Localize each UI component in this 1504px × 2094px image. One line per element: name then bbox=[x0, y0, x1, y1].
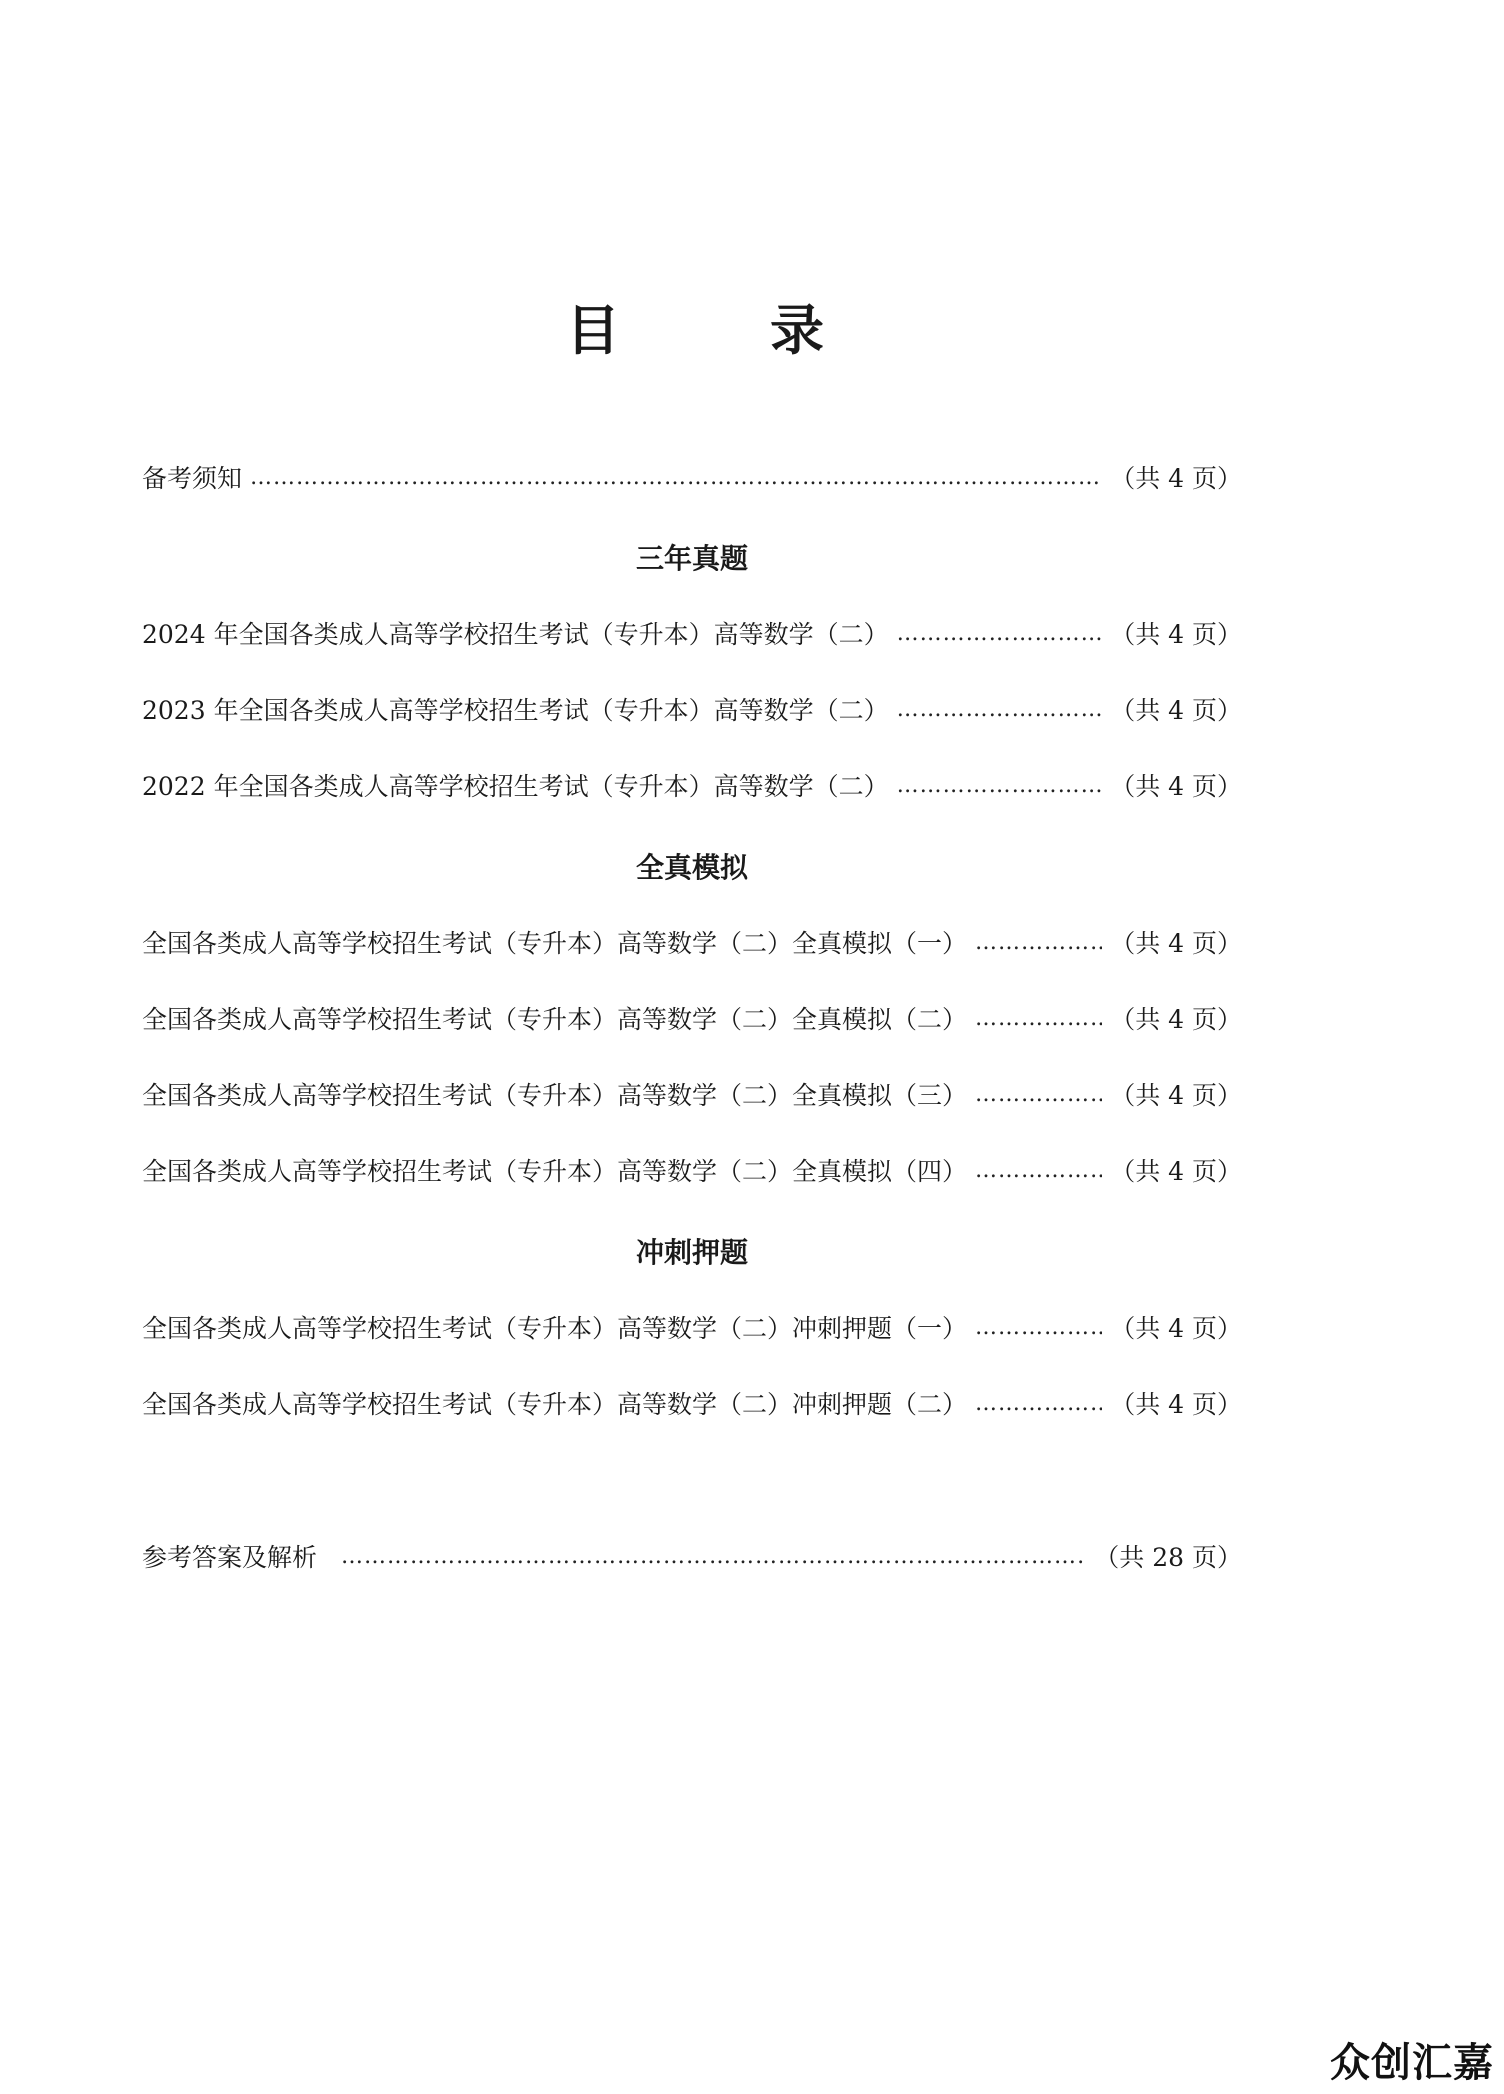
dot-leader bbox=[897, 621, 1103, 646]
toc-entry-title: 全国各类成人高等学校招生考试（专升本）高等数学（二）全真模拟（四） bbox=[142, 1157, 968, 1186]
dot-leader bbox=[341, 1544, 1086, 1569]
toc-row[interactable] bbox=[142, 1074, 1242, 1114]
toc-entry-pages: （共 4 页） bbox=[1110, 1081, 1242, 1110]
toc-entry-pages: （共 4 页） bbox=[1110, 620, 1242, 649]
toc-row-prelude[interactable] bbox=[142, 457, 1242, 497]
toc-entry-title: 全国各类成人高等学校招生考试（专升本）高等数学（二）全真模拟（二） bbox=[142, 1005, 968, 1034]
toc-row[interactable] bbox=[142, 1383, 1242, 1423]
toc-entry-pages: （共 28 页） bbox=[1094, 1543, 1242, 1572]
toc-entry-title: 备考须知 bbox=[142, 464, 243, 493]
toc-entry-pages: （共 4 页） bbox=[1110, 1390, 1242, 1419]
toc-entry-title: 2022 年全国各类成人高等学校招生考试（专升本）高等数学（二） bbox=[142, 772, 889, 801]
dot-leader bbox=[975, 1006, 1102, 1031]
page-title bbox=[0, 288, 1390, 365]
toc-row[interactable] bbox=[142, 1307, 1242, 1347]
toc-entry-pages: （共 4 页） bbox=[1110, 1157, 1242, 1186]
section-heading-sprint-exams: 冲刺押题 bbox=[635, 1236, 748, 1269]
section-heading-mock-exams: 全真模拟 bbox=[635, 851, 748, 884]
dot-leader bbox=[250, 465, 1102, 490]
toc-row[interactable] bbox=[142, 998, 1242, 1038]
dot-leader bbox=[975, 1082, 1102, 1107]
toc-entry-pages: （共 4 页） bbox=[1110, 772, 1242, 801]
page-title-char-1: 目 bbox=[566, 298, 620, 362]
section-heading-real-exams: 三年真题 bbox=[635, 542, 748, 575]
toc-entry-pages: （共 4 页） bbox=[1110, 1005, 1242, 1034]
toc-row[interactable] bbox=[142, 922, 1242, 962]
dot-leader bbox=[975, 1315, 1102, 1340]
toc-entry-title: 全国各类成人高等学校招生考试（专升本）高等数学（二）全真模拟（一） bbox=[142, 929, 968, 958]
dot-leader bbox=[975, 1158, 1102, 1183]
toc-entry-title: 全国各类成人高等学校招生考试（专升本）高等数学（二）冲刺押题（二） bbox=[142, 1390, 968, 1419]
toc-entry-title: 全国各类成人高等学校招生考试（专升本）高等数学（二）冲刺押题（一） bbox=[142, 1314, 968, 1343]
toc-entry-title: 全国各类成人高等学校招生考试（专升本）高等数学（二）全真模拟（三） bbox=[142, 1081, 968, 1110]
toc-entry-title: 2024 年全国各类成人高等学校招生考试（专升本）高等数学（二） bbox=[142, 620, 889, 649]
dot-leader bbox=[975, 930, 1102, 955]
dot-leader bbox=[897, 697, 1103, 722]
toc-row[interactable] bbox=[142, 765, 1242, 805]
toc-entry-pages: （共 4 页） bbox=[1110, 1314, 1242, 1343]
toc-entry-pages: （共 4 页） bbox=[1110, 929, 1242, 958]
dot-leader bbox=[975, 1391, 1102, 1416]
page-title-char-2: 录 bbox=[770, 298, 824, 362]
toc-row[interactable] bbox=[142, 1150, 1242, 1190]
toc-row[interactable] bbox=[142, 689, 1242, 729]
toc-entry-title: 2023 年全国各类成人高等学校招生考试（专升本）高等数学（二） bbox=[142, 696, 889, 725]
toc-entry-pages: （共 4 页） bbox=[1110, 464, 1242, 493]
toc-entry-title: 参考答案及解析 bbox=[142, 1543, 318, 1572]
toc-row-answers[interactable] bbox=[142, 1536, 1242, 1576]
toc-entry-pages: （共 4 页） bbox=[1110, 696, 1242, 725]
toc-row[interactable] bbox=[142, 613, 1242, 653]
dot-leader bbox=[897, 773, 1103, 798]
watermark-logo: 众创汇嘉 bbox=[1330, 2040, 1494, 2086]
